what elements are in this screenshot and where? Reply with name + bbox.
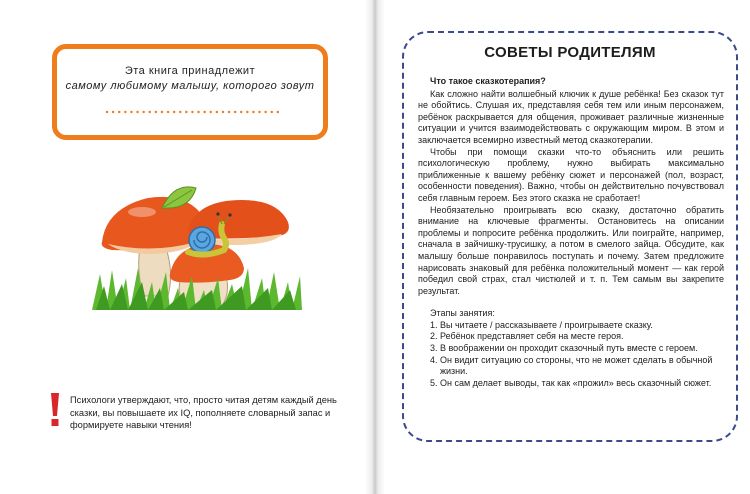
owner-box [52, 44, 328, 140]
stage-item: 4. Он видит ситуацию со стороны, что не может сделать в обычной жизни. [440, 355, 724, 378]
owner-line-1: Эта книга принадлежит [124, 65, 256, 77]
stage-item: 5. Он сам делает выводы, так как «прожил» весь сказочный сюжет. [440, 378, 724, 390]
tips-paragraph: Как сложно найти волшебный ключик к душе ребёнка! Без сказок тут не обойтись. Слушая их, представляя себя тем или иным персонажем, ребёнок раскрывается для общения, проживает различные жизненные ситуации и учится взаимодействовать с окружающим миром. В этом и заключается всемирно известный метод сказкотерапии. [418, 88, 724, 145]
tips-body [418, 76, 724, 389]
tips-title: СОВЕТЫ РОДИТЕЛЯМ [484, 44, 656, 61]
book-spine [365, 0, 385, 494]
mushroom-snail-illustration [92, 178, 302, 310]
stages-list [418, 320, 724, 390]
name-dotted-line [105, 110, 281, 114]
stage-item: 1. Вы читаете / рассказываете / проигрываете сказку. [440, 320, 724, 332]
note-text: Психологи утверждают, что, просто читая детям каждый день сказки, вы повышаете их IQ, пополняете словарный запас и формируете навыки чтения! [70, 395, 337, 430]
stage-item: 3. В воображении он проходит сказочный путь вместе с героем. [440, 343, 724, 355]
stage-item: 2. Ребёнок представляет себя на месте героя. [440, 331, 724, 343]
stages-title: Этапы занятия: [430, 308, 495, 319]
tips-question: Что такое сказкотерапия? [430, 76, 546, 86]
tips-paragraph: Чтобы при помощи сказки что-то объяснить или решить психологическую проблему, нужно выбирать максимально приближенные к вашему ребёнку сюжет и персонажей (пол, возраст, особенности поведения). Важно, чтобы он действительно почувствовал себя главным героем. Без этого сказка не сработает! [418, 146, 724, 203]
exclamation-icon [46, 392, 64, 428]
tips-paragraph: Необязательно проигрывать всю сказку, достаточно обратить внимание на ключевые фрагменты. Остановитесь на описании проблемы и попросите ребёнка продолжить. Или поиграйте, например, сначала в зайчишку-трусишку, а потом в смелого зайца. Обсудите, как малышу больше понравилось поступать и почему. Затем предложите нарисовать знаковый для ребёнка положительный момент — как герой победил свой страх, стал чистюлей и т. п. Тем самым вы закрепите результат. [418, 204, 724, 296]
owner-line-2: самому любимому малышу, которого зовут [65, 80, 315, 92]
